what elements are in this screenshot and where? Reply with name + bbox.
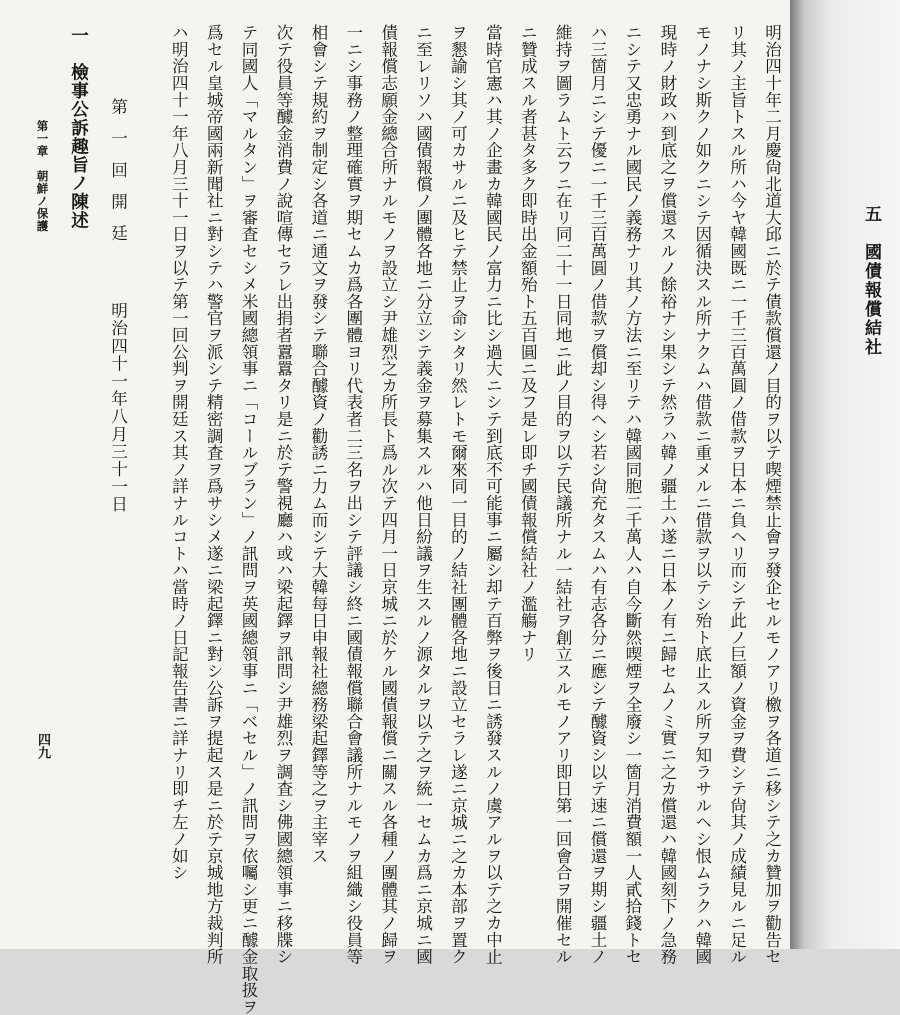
body-line: 現時ノ財政ハ到底之ヲ償還スルノ餘裕ナシ果シテ然ラハ韓ノ疆土ハ遂ニ日本ノ有ニ歸セムノミ實ニ之カ償還ハ韓國刻下ノ急務 xyxy=(657,24,677,965)
body-line: 一ニシ事務ノ整理確實ヲ期セムカ爲各團體ヨリ代表者二三名ヲ出シテ評議シ終ニ國債報償聯合會議所ナルモノヲ組織シ役員等 xyxy=(343,24,363,965)
body-line: リ其ノ主旨トスル所ハ今ヤ韓國既ニ一千三百萬圓ノ借款ヲ日本ニ負ヘリ而シテ此ノ巨額ノ資金ヲ費シテ尙其ノ成績見ルニ足ル xyxy=(727,24,747,965)
body-line: ハ三箇月ニシテ優ニ一千三百萬圓ノ借款ヲ償却シ得ヘシ若シ尙充タスムハ有志各分ニ應シテ醵資シ以テ速ニ償還ヲ期シ疆土ノ xyxy=(588,24,608,965)
session-date: 明治四十一年八月三十一日 xyxy=(108,302,128,514)
body-line: ニ贊成スル者甚タ多ク即時出金額殆ト五百圓ニ及フ是レ即チ國債報償結社ノ濫觴ナリ xyxy=(518,24,538,663)
page-gutter xyxy=(790,0,900,949)
body-line: ヲ懇諭シ其ノ可カサルニ及ヒテ禁止ヲ命シタリ然レトモ爾來同一目的ノ結社團體各地ニ設立セラレ遂ニ京城ニ之カ本部ヲ置ク xyxy=(448,24,468,965)
body-line: テ同國人「マルタン」ヲ審査セシメ米國總領事ニ「コールブラン」ノ訊問ヲ英國總領事ニ「ベセル」ノ訊問ヲ依囑シ更ニ醵金取扱ヲ xyxy=(239,24,259,1015)
chapter-running-title: 第一章 朝鮮ノ保護 xyxy=(35,120,50,233)
body-line: ハ明治四十一年八月三十一日ヲ以テ第一回公判ヲ開廷ス其ノ詳ナルコトハ當時ノ日記報告書ニ詳ナリ即チ左ノ如シ xyxy=(169,24,189,881)
section-heading: 一 檢事公訴趣旨ノ陳述 xyxy=(68,26,89,230)
body-line: ニシテ又忠勇ナル國民ノ義務ナリ其ノ方法ニ至リテハ韓國同胞二千萬人ハ自今斷然喫煙ヲ全廢シ一箇月消費額一人貳拾錢トセ xyxy=(622,24,642,965)
body-line: 債報償志願金總合所ナルモノヲ設立シ尹雄烈之カ所長ト爲ル次テ四月一日京城ニ於ケル國債報償ニ關スル各種ノ團體其ノ歸ヲ xyxy=(378,24,398,965)
running-header: 五 國債報償結社 xyxy=(861,205,881,357)
session-heading: 第一回開廷 xyxy=(108,98,128,256)
body-line: 維持ヲ圖ラムト云フニ在リ同二十一日同地ニ此ノ目的ヲ以テ民議所ナル一結社ヲ創立スルモノアリ即日第一回會合ヲ開催セル xyxy=(553,24,573,965)
body-line: 爲セル皇城帝國兩新聞社ニ對シテハ警官ヲ派シテ精密調査ヲ爲サシメ遂ニ梁起鐸ニ對シ公訴ヲ提起ス是ニ於テ京城地方裁判所 xyxy=(204,24,224,965)
body-line: 次テ役員等醵金消費ノ說喧傳セラレ出捐者囂囂タリ是ニ於テ警視廳ハ或ハ梁起鐸ヲ訊問シ尹雄烈ヲ調査シ佛國總領事ニ移牒シ xyxy=(273,24,293,965)
page-number: 四九 xyxy=(35,733,50,759)
body-line: 相會シテ規約ヲ制定シ各道ニ通文ヲ發シテ聯合醵資ノ勸誘ニ力ム而シテ大韓每日申報社總務梁起鐸等之ヲ主宰ス xyxy=(308,24,328,864)
body-line: ニ至レリソハ國債報償ノ團體各地ニ分立シテ義金ヲ募集スルハ他日紛議ヲ生スルノ源タルヲ以テ之ヲ統一セムカ爲ニ京城ニ國 xyxy=(413,24,433,965)
body-line: モノナシ斯クノ如クニシテ因循決スル所ナクムハ借款ニ重メルニ借款ヲ以テシ殆ト底止スル所ヲ知ラサルヘシ恨ムラクハ韓國 xyxy=(692,24,712,965)
body-line: 明治四十年二月慶尙北道大邱ニ於テ債款償還ノ目的ヲ以テ喫煙禁止會ヲ發企セルモノアリ檄ヲ各道ニ移シテ之カ贊加ヲ勸告セ xyxy=(762,24,782,965)
body-line: 當時官憲ハ其ノ企畫カ韓國民ノ富力ニ比シ過大ニシテ到底不可能事ニ屬シ却テ百弊ヲ後日ニ誘發スルノ虞アルヲ以テ之カ中止 xyxy=(483,24,503,965)
